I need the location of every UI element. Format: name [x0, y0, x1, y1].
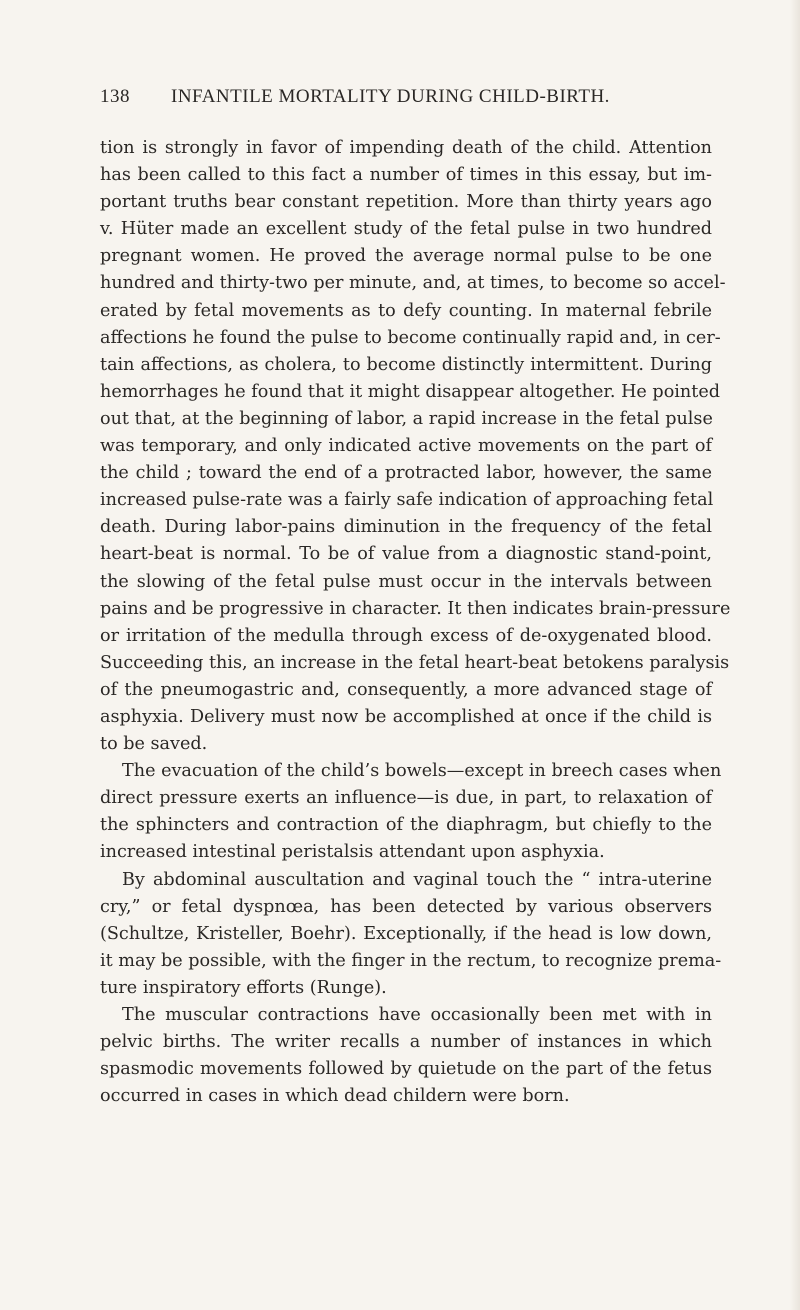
running-head: INFANTILE MORTALITY DURING CHILD-BIRTH. — [171, 86, 610, 107]
page-number: 138 — [100, 86, 130, 107]
text-line: portant truths bear constant repetition. More than thirty years ago — [100, 192, 712, 213]
text-line: asphyxia. Delivery must now be accomplished at once if the child is — [100, 706, 712, 727]
text-line: it may be possible, with the finger in the rectum, to recognize prema- — [100, 950, 722, 971]
text-line: pregnant women. He proved the average normal pulse to be one — [100, 246, 712, 267]
text-line: has been called to this fact a number of times in this essay, but im- — [100, 165, 712, 186]
text-line: increased pulse-rate was a fairly safe indication of approaching fetal — [100, 490, 714, 511]
text-line: of the pneumogastric and, consequently, a more advanced stage of — [100, 679, 712, 700]
text-line: to be saved. — [100, 734, 208, 755]
text-line: (Schultze, Kristeller, Boehr). Exceptionally, if the head is low down, — [100, 923, 712, 944]
text-line: or irritation of the medulla through excess of de-oxygenated blood. — [100, 625, 712, 646]
text-line: pains and be progressive in character. It then indicates brain-pressure — [100, 598, 731, 619]
text-line: tion is strongly in favor of impending death of the child. Attention — [100, 138, 712, 158]
text-line: affections he found the pulse to become continually rapid and, in cer- — [100, 327, 721, 348]
text-line: cry,” or fetal dyspnœa, has been detected by various observers — [100, 896, 712, 917]
text-line: ture inspiratory efforts (Runge). — [100, 977, 387, 998]
text-line: increased intestinal peristalsis attendant upon asphyxia. — [100, 842, 605, 863]
text-line: The muscular contractions have occasionally been met with in — [122, 1005, 712, 1025]
text-line: hundred and thirty-two per minute, and, at times, to become so accel- — [100, 273, 726, 294]
text-line: occurred in cases in which dead childern were born. — [100, 1086, 570, 1107]
text-line: the child ; toward the end of a protracted labor, however, the same — [100, 463, 712, 484]
text-line: The evacuation of the child’s bowels—except in breech cases when — [122, 761, 722, 782]
text-line: the sphincters and contraction of the diaphragm, but chiefly to the — [100, 815, 712, 836]
text-line: spasmodic movements followed by quietude on the part of the fetus — [100, 1059, 712, 1080]
text-line: v. Hüter made an excellent study of the fetal pulse in two hundred — [100, 219, 712, 240]
body-text — [100, 135, 731, 1110]
text-line: direct pressure exerts an influence—is due, in part, to relaxation of — [100, 788, 712, 809]
page-edge-shadow — [790, 0, 800, 1310]
text-line: the slowing of the fetal pulse must occur in the intervals between — [100, 571, 712, 592]
text-line: Succeeding this, an increase in the fetal heart-beat betokens paralysis — [100, 652, 730, 673]
text-line: out that, at the beginning of labor, a rapid increase in the fetal pulse — [100, 408, 713, 429]
text-line: death. During labor-pains diminution in the frequency of the fetal — [100, 517, 712, 538]
text-line: pelvic births. The writer recalls a number of instances in which — [100, 1032, 712, 1053]
text-line: By abdominal auscultation and vaginal touch the “ intra-uterine — [122, 869, 712, 890]
page-header — [100, 86, 700, 112]
text-line: heart-beat is normal. To be of value from a diagnostic stand-point, — [100, 544, 712, 565]
text-line: tain affections, as cholera, to become distinctly intermittent. During — [100, 354, 712, 375]
text-line: erated by fetal movements as to defy counting. In maternal febrile — [100, 300, 712, 321]
text-line: was temporary, and only indicated active movements on the part of — [100, 436, 712, 457]
text-line: hemorrhages he found that it might disappear altogether. He pointed — [100, 381, 720, 402]
